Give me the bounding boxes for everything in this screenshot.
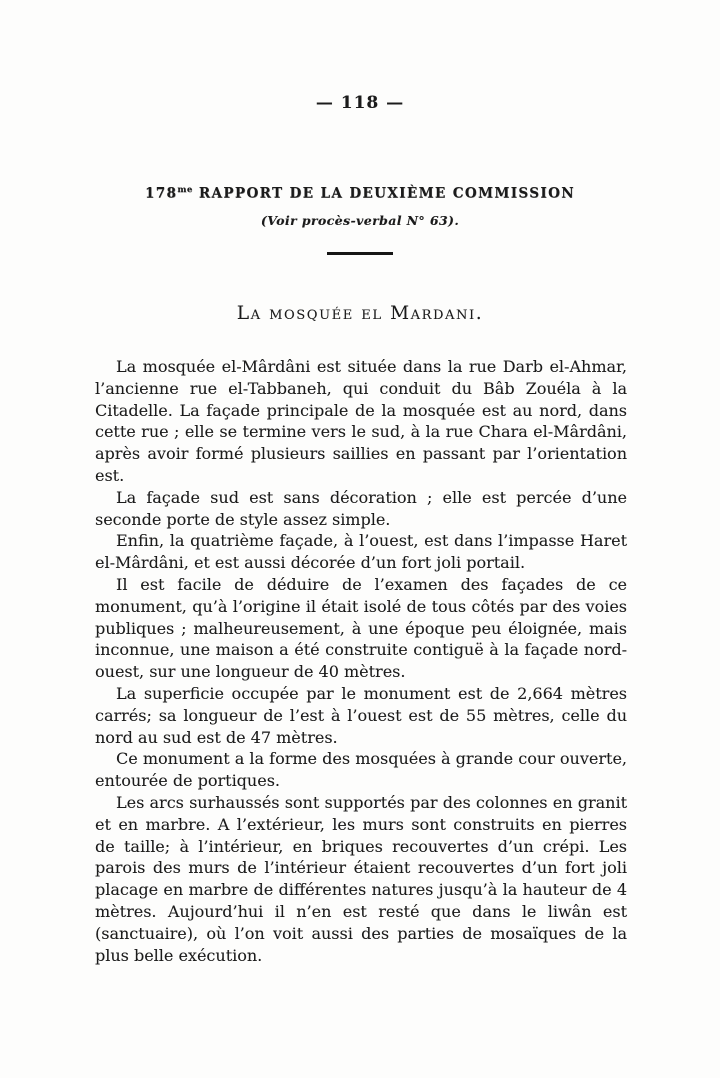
paragraph-1: La mosquée el-Mârdâni est située dans la rue Darb el-Ahmar, l’ancienne rue el-Tabbaneh, qui conduit du Bâb Zouéla à la Citadelle. La façade principale de la mosquée est au nord, dans cette rue ; elle se termine vers le sud, à la rue Chara el-Mârdâni, après avoir formé plusieurs saillies en passant par l’orientation est.: [95, 357, 627, 485]
report-title-text: RAPPORT DE LA DEUXIÈME COMMISSION: [198, 185, 576, 202]
paragraph-5: La superficie occupée par le monument est de 2,664 mètres carrés; sa longueur de l’est à l’ouest est de 55 mètres, celle du nord au sud est de 47 mètres.: [95, 683, 627, 747]
section-divider-rule: [327, 252, 393, 255]
page-number: — 118 —: [315, 93, 405, 113]
paragraph-7: Les arcs surhaussés sont supportés par des colonnes en granit et en marbre. A l’extérieur, les murs sont construits en pierres de taille; à l’intérieur, en briques recouvertes d’un crépi. Les parois des murs de l’intérieur étaient recouvertes d’un fort joli placage en marbre de différentes natures jusqu’à la hauteur de 4 mètres. Aujourd’hui il n’en est resté que dans le liwân est (sanctuaire), où l’on voit aussi des parties de mosaïques de la plus belle exécution.: [95, 792, 627, 965]
report-reference: (Voir procès-verbal N° 63).: [260, 213, 460, 228]
section-title: La mosquée el Mardani.: [236, 303, 484, 324]
document-body: [95, 356, 627, 966]
paragraph-6: Ce monument a la forme des mosquées à grande cour ouverte, entourée de portiques.: [95, 749, 627, 791]
paragraph-3: Enfin, la quatrième façade, à l’ouest, est dans l’impasse Haret el-Mârdâni, et est aussi décorée d’un fort joli portail.: [95, 531, 627, 573]
paragraph-4: Il est facile de déduire de l’examen des façades de ce monument, qu’à l’origine il était isolé de tous côtés par des voies publiques ; malheureusement, à une époque peu éloignée, mais inconnue, une maison a été construite contiguë à la façade nord-ouest, sur une longueur de 40 mètres.: [95, 574, 627, 682]
paragraph-2: La façade sud est sans décoration ; elle est percée d’une seconde porte de style assez simple.: [95, 487, 627, 529]
report-number-ordinal: me: [177, 185, 193, 195]
report-number: 178: [144, 185, 178, 202]
report-header-title: [0, 185, 720, 202]
